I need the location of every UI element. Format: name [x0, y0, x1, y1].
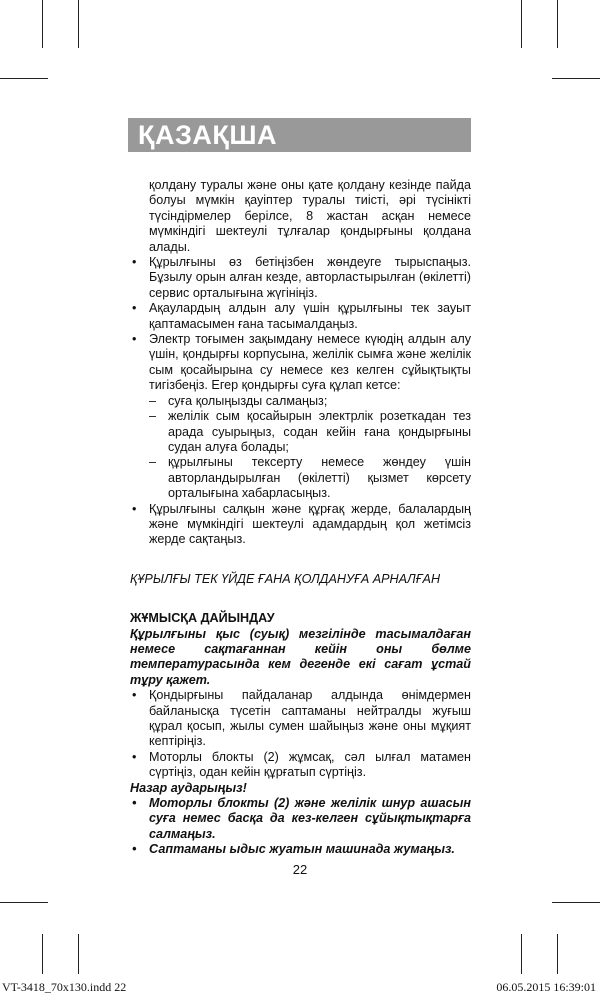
list-item	[130, 301, 471, 332]
sub-list-item	[130, 409, 471, 455]
crop-mark	[552, 902, 600, 903]
sub-list-item-text: құрылғыны тексерту немесе жөндеу үшін авторландырылған (өкілетті) қызмет көрсету орталығына хабарласыңыз.	[168, 455, 471, 501]
section-heading: ЖҰМЫСҚА ДАЙЫНДАУ	[130, 611, 275, 626]
document-body	[130, 178, 471, 858]
list-item	[130, 255, 471, 301]
bullet-marker: •	[132, 749, 137, 764]
crop-mark	[0, 78, 48, 79]
crop-mark	[42, 0, 43, 48]
bullet-marker: •	[132, 842, 137, 857]
language-header	[128, 118, 471, 152]
list-item-text: Электр тоғымен зақымдану немесе күюдің алдын алу үшін, қондырғы корпусына, желілік сымға және желілік сым қосайырына су немесе кез келген сұйықтықты тигізбеңіз. Егер қондырғы суға құлап кетсе:	[149, 332, 471, 393]
section-intro: Құрылғыны қыс (суық) мезгілінде тасымалдаған немесе сақтағаннан кейін оны бөлме температурасында кем дегенде екі сағат ұстай тұру қажет.	[130, 626, 471, 687]
sub-list-item-text: желілік сым қосайырын электрлік розеткадан тез арада суырыңыз, содан кейін ғана қондырғыны судан алуға болады;	[168, 409, 471, 454]
list-item-text: Құрылғыны салқын және құрғақ жерде, балалардың және мүмкіндігі шектеулі адамдардың қол жетімсіз жерде сақтаңыз.	[149, 501, 471, 547]
crop-mark	[78, 0, 79, 48]
dash-marker: –	[149, 455, 157, 470]
bullet-marker: •	[132, 301, 137, 316]
intro-paragraph: қолдану туралы және оны қате қолдану кезінде пайда болуы мүмкін қауіптер туралы тиісті, әрі түсінікті түсіндірмелер берілсе, 8 жастан асқан немесе мүмкіндігі шектеулі тұлғалар қондырғыны қолдана алады.	[149, 178, 471, 254]
list-item	[130, 750, 471, 781]
list-item-text: Ақаулардың алдын алу үшін құрылғыны тек зауыт қаптамасымен ғана тасымалдаңыз.	[149, 301, 471, 331]
crop-mark	[521, 934, 522, 974]
bullet-marker: •	[132, 796, 137, 811]
bullet-marker: •	[132, 255, 137, 270]
list-item-text: Моторлы блокты (2) жұмсақ, сәл ылғал матамен сүртіңіз, одан кейін құрғатып сүртіңіз.	[149, 749, 471, 780]
bullet-marker: •	[132, 501, 137, 516]
warning-item	[130, 842, 471, 857]
attention-label: Назар аударыңыз!	[130, 780, 247, 795]
dash-marker: –	[149, 393, 157, 408]
crop-mark	[521, 0, 522, 48]
bullet-marker: •	[132, 332, 137, 347]
list-item	[130, 332, 471, 394]
crop-mark	[0, 902, 48, 903]
bullet-marker: •	[132, 688, 137, 703]
sub-list-item-text: суға қолыңызды салмаңыз;	[168, 393, 328, 408]
sub-list-item	[130, 455, 471, 501]
list-item	[130, 502, 471, 548]
crop-mark	[557, 934, 558, 974]
list-item-text: Құрылғыны өз бетіңізбен жөндеуге тырыспаңыз. Бұзылу орын алған кезде, авторластырылған (өкілетті) сервис орталығына жүгініңіз.	[149, 255, 471, 300]
page-number: 22	[292, 862, 308, 877]
warning-text: Саптаманы ыдыс жуатын машинада жумаңыз.	[149, 842, 455, 857]
crop-mark	[78, 934, 79, 974]
dash-marker: –	[149, 409, 157, 424]
list-item-text: Қондырғыны пайдаланар алдында өнімдермен байланысқа түсетін саптаманы нейтралды жуғыш құрал қосып, жылы сумен шайыңыз және оны мұқият кептіріңіз.	[149, 688, 471, 749]
file-label: VT-3418_70x130.indd 22	[2, 980, 127, 994]
warning-text: Моторлы блокты (2) және желілік шнур ашасын суға немес басқа да кез-келген сұйықтықтарға салмаңыз.	[149, 796, 471, 841]
warning-item	[130, 796, 471, 842]
list-item	[130, 688, 471, 750]
household-use-note: ҚҰРЫЛҒЫ ТЕК ҮЙДЕ ҒАНА ҚОЛДАНУҒА АРНАЛҒАН	[130, 571, 441, 586]
sub-list-item	[130, 394, 471, 409]
crop-mark	[557, 0, 558, 48]
print-timestamp: 06.05.2015 16:39:01	[496, 980, 596, 994]
page-title: ҚАЗАҚША	[138, 120, 278, 150]
crop-mark	[552, 78, 600, 79]
crop-mark	[42, 934, 43, 974]
